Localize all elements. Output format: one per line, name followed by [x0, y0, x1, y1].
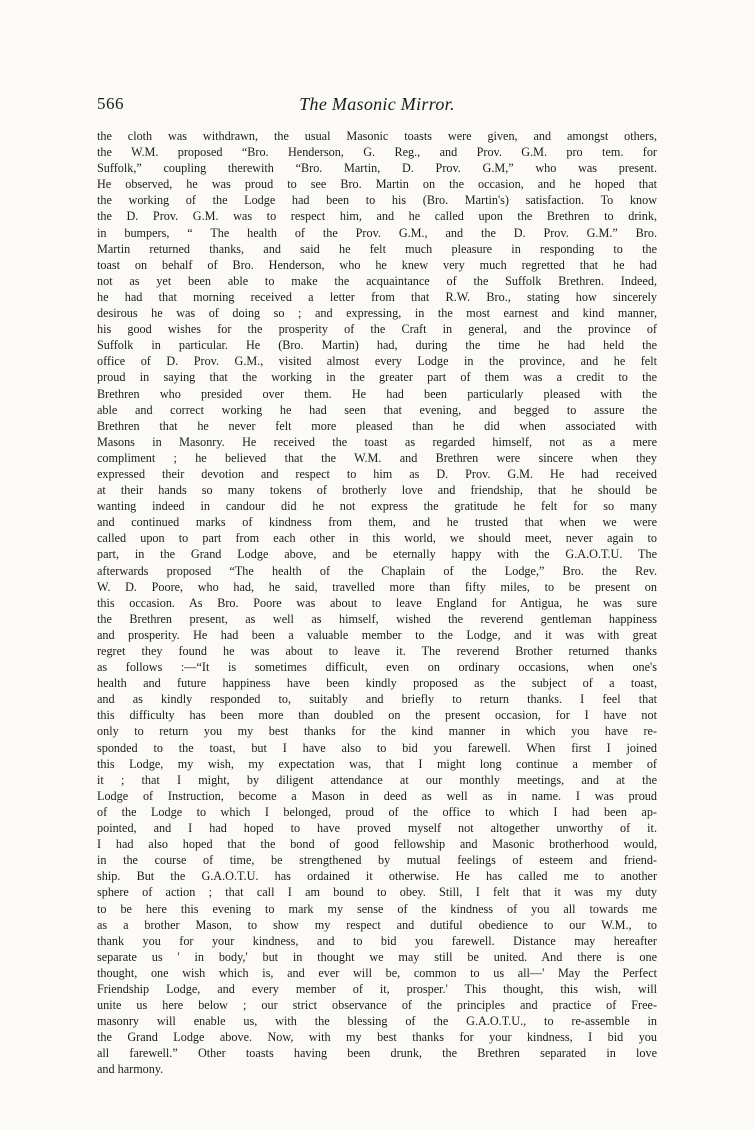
- text-line: sponded to the toast, but I have also to bid you farewell. When first I joined: [97, 740, 657, 755]
- text-line: thought, one wish which is, and ever will be, common to us all—' May the Perfect: [97, 965, 657, 980]
- text-line: he had that morning received a letter from that R.W. Bro., stating how sincerely: [97, 289, 657, 304]
- text-line: office of D. Prov. G.M., visited almost every Lodge in the province, and he felt: [97, 354, 657, 369]
- text-line: He observed, he was proud to see Bro. Martin on the occasion, and he hoped that: [97, 177, 657, 192]
- text-line: Friendship Lodge, and every member of it, prosper.' This thought, this wish, will: [97, 981, 657, 996]
- text-line: in bumpers, “ The health of the Prov. G.M., and the D. Prov. G.M.” Bro.: [97, 225, 657, 240]
- text-line: of the Lodge to which I belonged, proud of the office to which I had been ap-: [97, 804, 657, 819]
- text-line: Suffolk,” coupling therewith “Bro. Martin, D. Prov. G.M,” who was present.: [97, 161, 657, 176]
- text-line: able and correct working he had seen that evening, and begged to assure the: [97, 402, 657, 417]
- text-line: and as kindly responded to, suitably and briefly to return thanks. I feel that: [97, 692, 657, 707]
- text-line: Masons in Masonry. He received the toast as regarded himself, not as a mere: [97, 434, 657, 449]
- text-line: proud in saying that the working in the greater part of them was a credit to the: [97, 370, 657, 385]
- text-line: as follows :—“It is sometimes difficult, even on ordinary occasions, when one's: [97, 660, 657, 675]
- text-line: not as yet been able to make the acquaintance of the Suffolk Brethren. Indeed,: [97, 273, 657, 288]
- text-line: sphere of action ; that call I am bound to obey. Still, I felt that it was my duty: [97, 885, 657, 900]
- text-line: Martin returned thanks, and said he felt much pleasure in responding to the: [97, 241, 657, 256]
- text-line: and continued marks of kindness from them, and he trusted that when we were: [97, 515, 657, 530]
- text-line: in the course of time, be strengthened by mutual feelings of esteem and friend-: [97, 853, 657, 868]
- text-line: ship. But the G.A.O.T.U. has ordained it otherwise. He has called me to another: [97, 869, 657, 884]
- page-header: [97, 94, 657, 118]
- text-line: Lodge of Instruction, become a Mason in deed as well as in name. I was proud: [97, 788, 657, 803]
- text-line: afterwards proposed “The health of the Chaplain of the Lodge,” Bro. the Rev.: [97, 563, 657, 578]
- text-line: unite us here below ; our strict observance of the principles and practice of Free-: [97, 998, 657, 1013]
- text-line: thank you for your kindness, and to bid you farewell. Distance may hereafter: [97, 933, 657, 948]
- text-line: W. D. Poore, who had, he said, travelled more than fifty miles, to be present on: [97, 579, 657, 594]
- page-number: 566: [97, 94, 124, 113]
- text-line: toast on behalf of Bro. Henderson, who he knew very much regretted that he had: [97, 257, 657, 272]
- running-title: The Masonic Mirror.: [299, 94, 455, 114]
- text-line: wanting indeed in candour did he not express the gratitude he felt for so many: [97, 499, 657, 514]
- text-line: Brethren that he never felt more pleased than he did when associated with: [97, 418, 657, 433]
- article-body: [97, 128, 657, 1078]
- text-line: and harmony.: [97, 1062, 164, 1077]
- text-line: the working of the Lodge had been to his (Bro. Martin's) satisfaction. To know: [97, 193, 657, 208]
- text-line: at their hands so many tokens of brotherly love and friendship, that he should be: [97, 483, 657, 498]
- text-line: expressed their devotion and respect to him as D. Prov. G.M. He had received: [97, 466, 657, 481]
- text-line: the W.M. proposed “Bro. Henderson, G. Reg., and Prov. G.M. pro tem. for: [97, 145, 657, 160]
- text-line: to be here this evening to mark my sense of the kindness of you all towards me: [97, 901, 657, 916]
- text-line: separate us ' in body,' but in thought we may still be united. And there is one: [97, 949, 657, 964]
- text-line: the cloth was withdrawn, the usual Masonic toasts were given, and amongst others,: [97, 129, 657, 143]
- text-line: masonry will enable us, with the blessing of the G.A.O.T.U., to re-assemble in: [97, 1014, 657, 1029]
- text-line: the Grand Lodge above. Now, with my best thanks for your kindness, I bid you: [97, 1030, 657, 1045]
- text-line: called upon to part from each other in this world, we should meet, never again to: [97, 531, 657, 546]
- text-line: all farewell.” Other toasts having been drunk, the Brethren separated in love: [97, 1046, 657, 1061]
- text-line: pointed, and I had hoped to have proved myself not altogether unworthy of it.: [97, 821, 657, 836]
- text-line: only to return you my best thanks for the kind manner in which you have re-: [97, 724, 657, 739]
- text-line: this difficulty has been more than doubled on the present occasion, for I have not: [97, 708, 657, 723]
- text-line: this occasion. As Bro. Poore was about to leave England for Antigua, he was sure: [97, 595, 657, 610]
- text-line: part, in the Grand Lodge above, and be eternally happy with the G.A.O.T.U. The: [97, 547, 657, 562]
- text-line: Suffolk in particular. He (Bro. Martin) had, during the time he had held the: [97, 338, 657, 353]
- text-line: it ; that I might, by diligent attendance at our monthly meetings, and at the: [97, 772, 657, 787]
- text-line: Brethren who presided over them. He had been particularly pleased with the: [97, 386, 657, 401]
- text-line: and prosperity. He had been a valuable member to the Lodge, and it was with great: [97, 627, 657, 642]
- text-line: this Lodge, my wish, my expectation was, that I might long continue a member of: [97, 756, 657, 771]
- text-line: health and future happiness have been kindly proposed as the subject of a toast,: [97, 676, 657, 691]
- text-line: regret they found he was about to leave it. The reverend Brother returned thanks: [97, 644, 657, 658]
- text-line: desirous he was of doing so ; and expressing, in the most earnest and kind manner,: [97, 306, 657, 321]
- text-line: compliment ; he believed that the W.M. and Brethren were sincere when they: [97, 450, 657, 465]
- text-line: the Brethren present, as well as himself, wished the reverend gentleman happiness: [97, 611, 657, 626]
- text-line: the D. Prov. G.M. was to respect him, and he called upon the Brethren to drink,: [97, 209, 657, 224]
- text-line: his good wishes for the prosperity of the Craft in general, and the province of: [97, 322, 657, 337]
- text-line: as a brother Mason, to show my respect and dutiful obedience to our W.M., to: [97, 917, 657, 932]
- text-line: I had also hoped that the bond of good fellowship and Masonic brotherhood would,: [97, 837, 657, 852]
